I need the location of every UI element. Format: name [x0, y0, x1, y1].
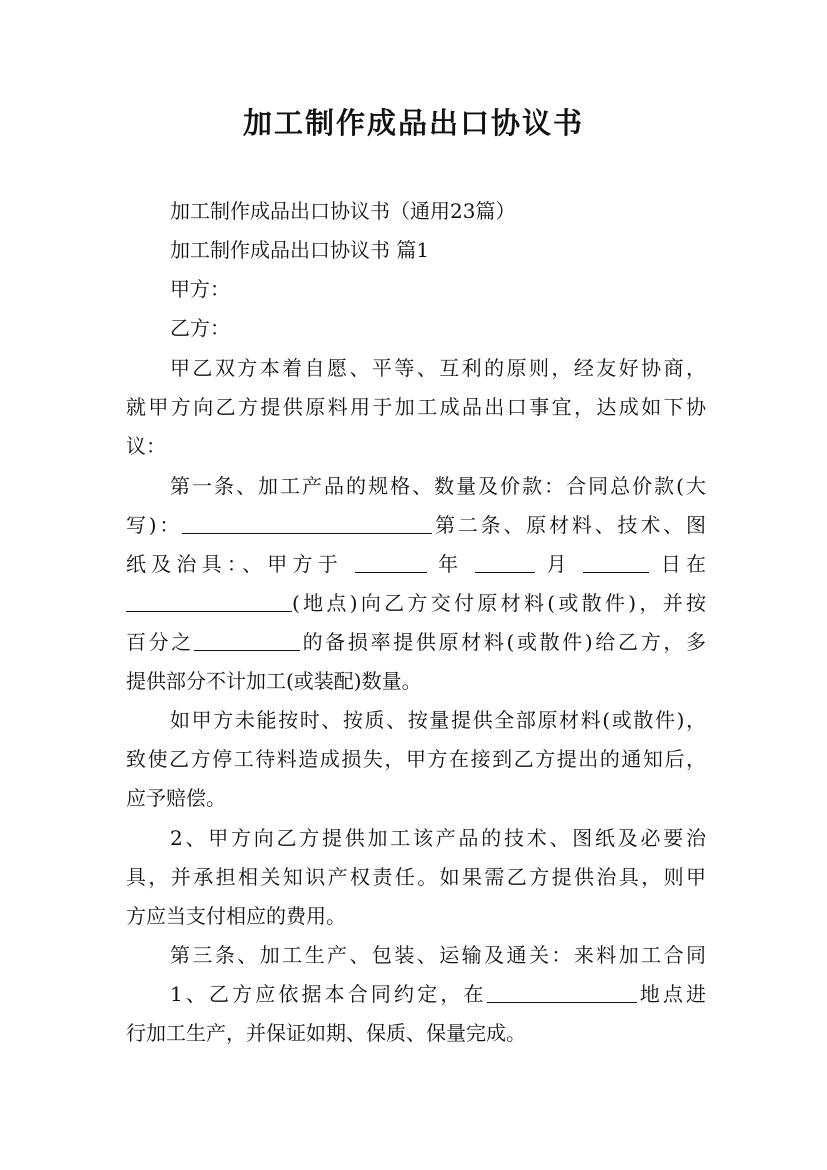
paragraph-line: 致使乙方停工待料造成损失，甲方在接到乙方提出的通知后，	[126, 747, 706, 771]
blank-underline	[583, 548, 649, 573]
party-a-line: 甲方：	[170, 277, 230, 301]
text-segment: 1、乙方应依据本合同约定，在	[170, 982, 487, 1006]
paragraph-line: 提供部分不计加工(或装配)数量。	[126, 669, 422, 693]
blank-underline	[194, 626, 300, 651]
paragraph-line	[126, 505, 706, 545]
section-heading: 加工制作成品出口协议书 篇1	[170, 238, 430, 262]
paragraph-line: 甲乙双方本着自愿、平等、互利的原则，经友好协商，	[170, 356, 706, 380]
paragraph-line: 方应当支付相应的费用。	[126, 904, 346, 928]
text-segment: 第二条、原材料、技术、图	[432, 513, 706, 537]
text-segment: (地点)向乙方交付原材料(或散件)，并按	[292, 591, 706, 615]
text-segment: 的备损率提供原材料(或散件)给乙方，多	[299, 630, 706, 654]
subtitle-line: 加工制作成品出口协议书（通用23篇）	[170, 199, 516, 223]
paragraph-line: 具，并承担相关知识产权责任。如果需乙方提供治具，则甲	[126, 865, 706, 889]
blank-underline	[475, 548, 535, 573]
document-title: 加工制作成品出口协议书	[242, 106, 584, 140]
paragraph-line	[126, 622, 706, 662]
paragraph-line	[170, 974, 706, 1014]
paragraph-line: 就甲方向乙方提供原料用于加工成品出口事宜，达成如下协	[126, 395, 706, 419]
blank-underline	[355, 548, 427, 573]
paragraph-line: 议：	[126, 434, 166, 458]
text-segment: 日在	[660, 552, 706, 576]
paragraph-line	[126, 544, 706, 584]
text-segment: 百分之	[126, 630, 194, 654]
paragraph-line: 行加工生产，并保证如期、保质、保量完成。	[126, 1021, 526, 1045]
text-segment: 年	[438, 552, 464, 576]
party-b-line: 乙方：	[170, 316, 230, 340]
paragraph-line: 第三条、加工生产、包装、运输及通关：来料加工合同	[170, 943, 706, 967]
paragraph-line: 应予赔偿。	[126, 786, 226, 810]
blank-underline	[182, 509, 432, 534]
text-segment: 写)：	[126, 513, 183, 537]
text-segment: 纸及治具：、甲方于	[126, 552, 343, 576]
paragraph-line: 如甲方未能按时、按质、按量提供全部原材料(或散件)，	[170, 708, 706, 732]
paragraph-line: 2、甲方向乙方提供加工该产品的技术、图纸及必要治	[170, 826, 706, 850]
blank-underline	[487, 978, 637, 1003]
paragraph-line	[126, 583, 706, 623]
paragraph-line: 第一条、加工产品的规格、数量及价款：合同总价款(大	[170, 474, 706, 498]
text-segment: 地点进	[636, 982, 706, 1006]
blank-underline	[126, 587, 292, 612]
text-segment: 月	[546, 552, 572, 576]
